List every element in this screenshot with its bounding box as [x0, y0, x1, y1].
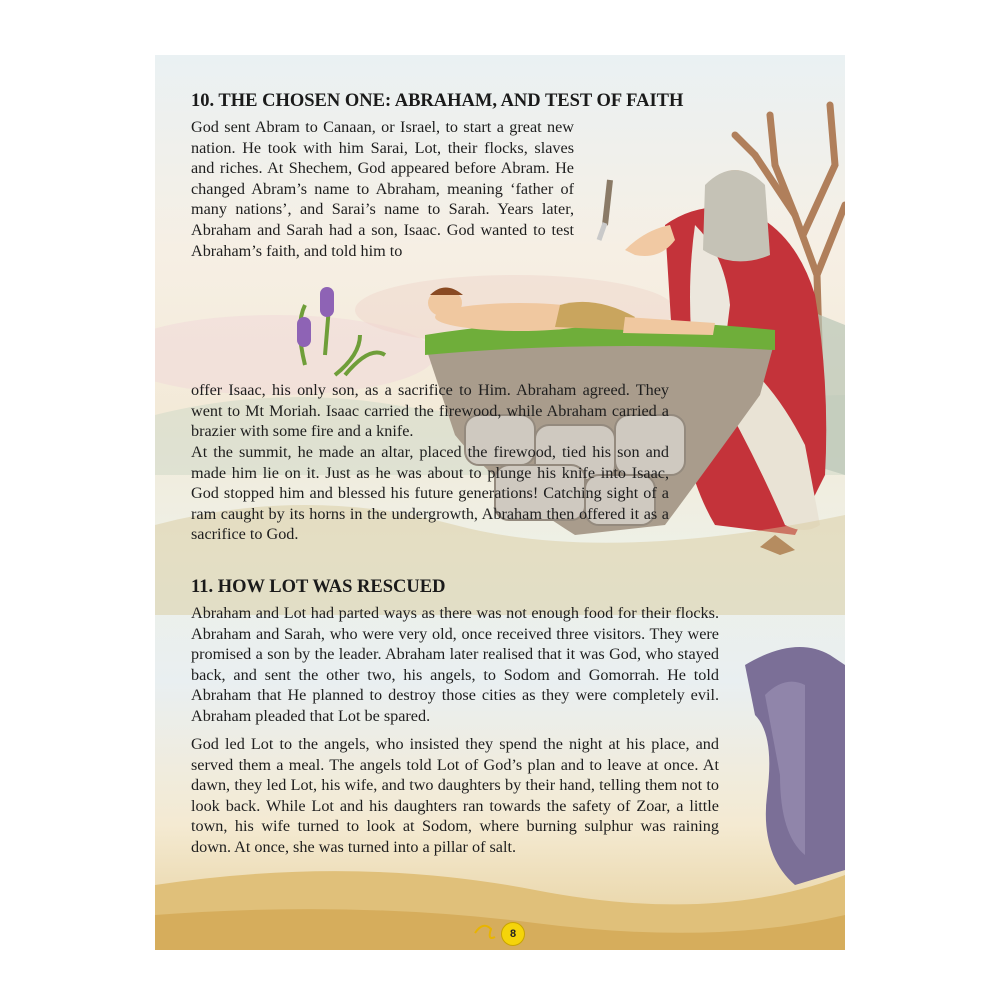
section-10-paragraph-3: At the summit, he made an altar, placed the firewood, tied his son and made him lie on it. Just as he was about to plunge his knife into Isaac, God stopped him and blessed his future generations! Catching sight of a ram caught by its horns in the undergrowth, Abraham then offered it as a sacrifice to God.	[191, 443, 669, 544]
section-11-paragraph-1: Abraham and Lot had parted ways as there was not enough food for their flocks. Abraham and Sarah, who were very old, once received three visitors. They were promised a son by the leader. Abraham later realised that it was God, who stayed back, and sent the other two, his angels, to Sodom and Gomorrah. He told Abraham that He planned to destroy those cities as they were completely evil. Abraham pleaded that Lot be spared.	[191, 604, 719, 725]
section-11-paragraph-2: God led Lot to the angels, who insisted they spend the night at his place, and served them a meal. The angels told Lot of God’s plan and to leave at once. At dawn, they led Lot, his wife, and two daughters by their hand, telling them not to look back. While Lot and his daughters ran towards the safety of Zoar, a little town, his wife turned to look at Sodom, where burning sulphur was raining down. At once, she was turned into a pillar of salt.	[191, 735, 719, 856]
section-10-paragraph-2: offer Isaac, his only son, as a sacrifice to Him. Abraham agreed. They went to Mt Moriah. Isaac carried the firewood, while Abraham carried a brazier with some fire and a knife.	[191, 381, 669, 441]
book-page	[155, 55, 845, 950]
cattail-1	[320, 287, 334, 317]
section-10-paragraph-1: God sent Abram to Canaan, or Israel, to start a great new nation. He took with him Sarai, Lot, their flocks, slaves and riches. At Shechem, God appeared before Abram. He changed Abram’s name to Abraham, meaning ‘father of many nations’, and Sarai’s name to Sarah. Years later, Abraham and Sarah had a son, Isaac. God wanted to test Abraham’s faith, and told him to	[191, 118, 574, 260]
page-number: 8	[501, 922, 525, 946]
cattail-2	[297, 317, 311, 347]
section-10-heading: 10. THE CHOSEN ONE: ABRAHAM, AND TEST OF FAITH	[191, 91, 684, 111]
section-11-heading: 11. HOW LOT WAS RESCUED	[191, 577, 446, 597]
